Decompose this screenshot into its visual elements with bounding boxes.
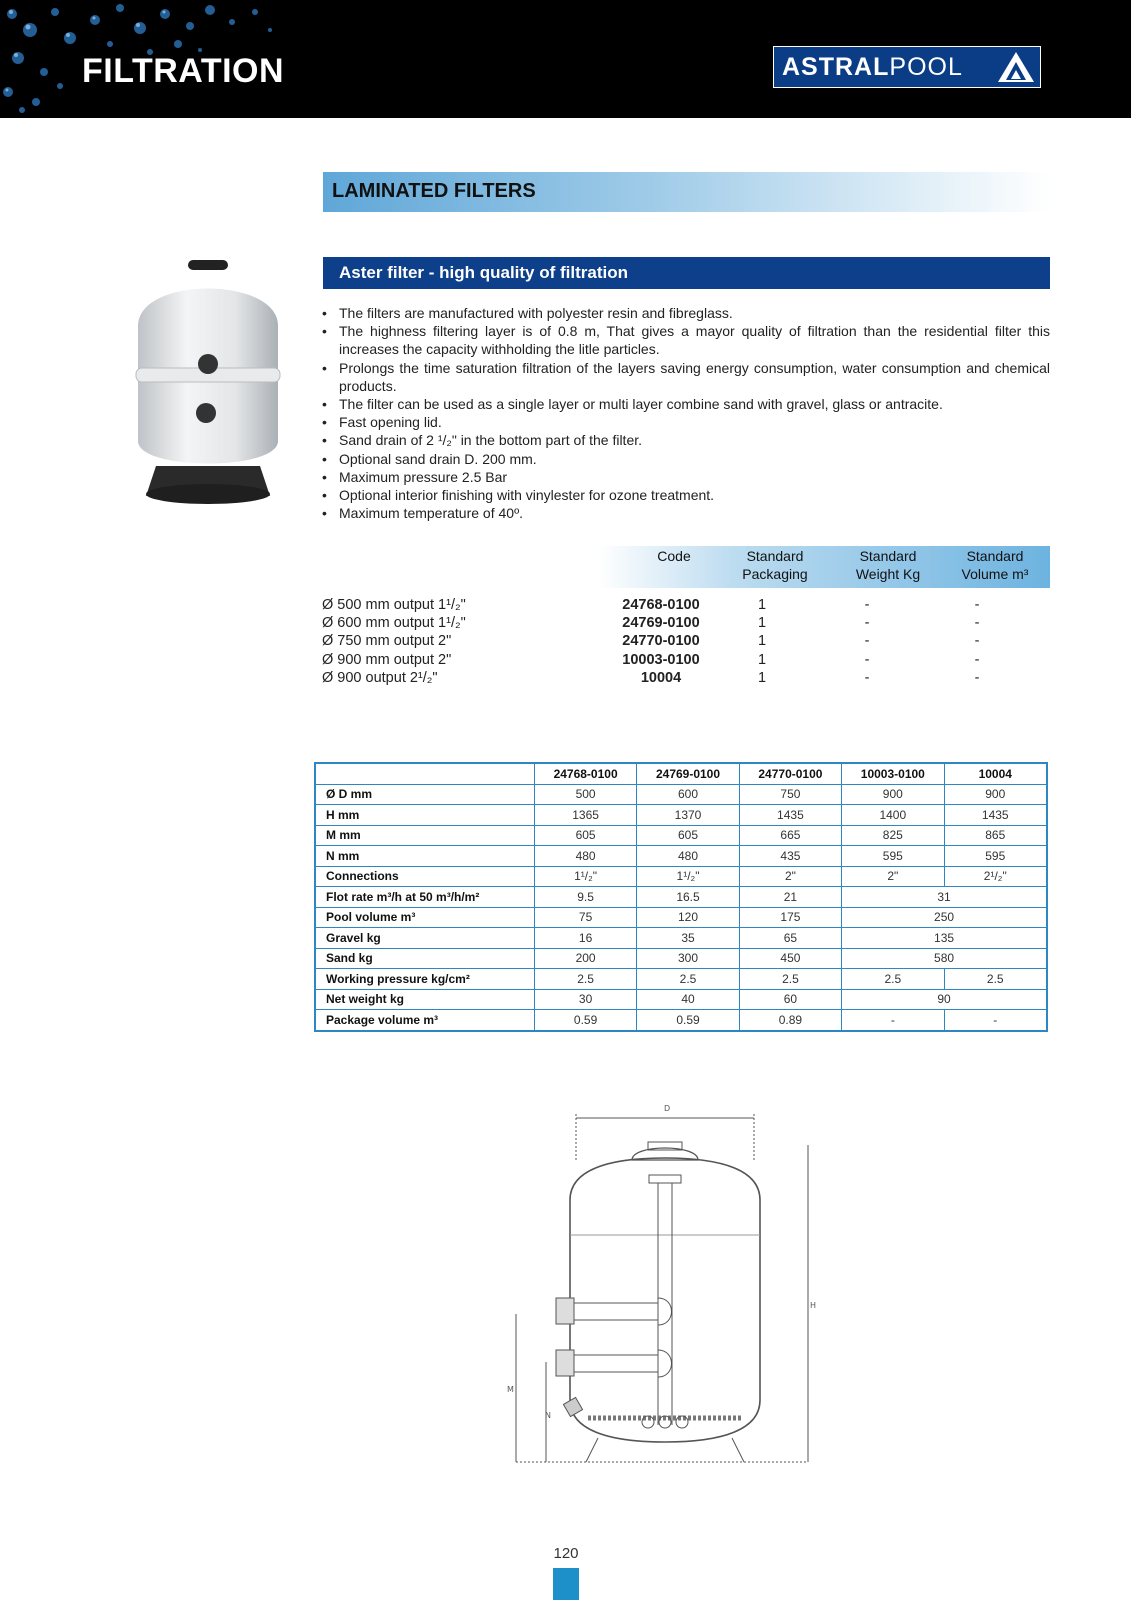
spec-column-header: 24770-0100 [739,763,841,784]
section-band [323,172,1050,212]
collector-hub [676,1416,688,1428]
spec-cell: 1435 [944,805,1047,826]
code-row [322,597,1052,615]
spec-cell: 30 [534,989,636,1010]
feature-item: • Prolongs the time saturation filtration of the layers saving energy consumption, water consumption and chemical products. [322,359,1050,395]
technical-drawing [508,1100,828,1470]
upper-connection-pipe [563,1298,672,1325]
lower-valve [556,1350,574,1376]
spec-row-label: Package volume m³ [315,1010,534,1031]
spec-cell: 1365 [534,805,636,826]
spec-cell: 300 [637,948,739,969]
code-row-weight: - [864,615,870,632]
spec-cell: 480 [637,846,739,867]
logo-triangle-icon [996,50,1036,84]
table-row [315,989,1047,1010]
spec-cell: 500 [534,784,636,805]
spec-row-label: Flot rate m³/h at 50 m³/h/m² [315,887,534,908]
spec-row-label: Net weight kg [315,989,534,1010]
code-row-code: 24768-0100 [622,597,700,613]
dimension-label-d: D [664,1104,671,1113]
spec-column-header: 24769-0100 [637,763,739,784]
code-row-packaging: 1 [757,651,767,668]
spec-column-header: 24768-0100 [534,763,636,784]
spec-cell: - [944,1010,1047,1031]
spec-cell: 0.89 [739,1010,841,1031]
spec-cell: 605 [534,825,636,846]
spec-cell: 0.59 [534,1010,636,1031]
page-header [0,0,1131,118]
table-row [315,948,1047,969]
code-row-weight: - [864,651,870,668]
spec-cell: 595 [842,846,944,867]
spec-cell: 580 [842,948,1047,969]
table-row [315,805,1047,826]
feature-item: • Maximum temperature of 40º. [322,504,1050,522]
dimension-label-m: M [507,1385,514,1394]
weight-header: Standard Weight Kg [855,548,921,582]
code-row-code: 10003-0100 [622,651,700,668]
spec-cell: 135 [842,928,1047,949]
feature-item: • The filter can be used as a single layer or multi layer combine sand with gravel, glass or antracite. [322,395,1050,413]
packaging-header: Standard Packaging [742,548,808,582]
spec-cell: 900 [842,784,944,805]
spec-table [314,762,1048,1032]
spec-cell: 35 [637,928,739,949]
code-row-weight: - [864,669,870,686]
spec-cell: 2" [842,866,944,887]
feature-item: • The filters are manufactured with polyester resin and fibreglass. [322,304,1050,322]
spec-cell: 2.5 [842,969,944,990]
spec-row-label: M mm [315,825,534,846]
table-row [315,887,1047,908]
spec-cell: 2.5 [534,969,636,990]
spec-cell: 40 [637,989,739,1010]
code-row [322,652,1052,670]
spec-cell: 65 [739,928,841,949]
code-row-code: 10004 [640,669,682,686]
feature-item: • The highness filtering layer is of 0.8 m, That gives a mayor quality of filtration than the residential filter this increases the capacity withholding the litle particles. [322,322,1050,358]
spec-row-label: Gravel kg [315,928,534,949]
code-row-volume: - [974,615,980,632]
spec-cell: 480 [534,846,636,867]
spec-cell: 90 [842,989,1047,1010]
volume-header: Standard Volume m³ [961,548,1029,582]
spec-column-header: 10003-0100 [842,763,944,784]
logo-text [782,53,963,82]
feature-list [322,304,1050,522]
spec-cell: 665 [739,825,841,846]
spec-cell: 21 [739,887,841,908]
spec-cell: 1400 [842,805,944,826]
code-row-packaging: 1 [757,633,767,650]
spec-cell: 175 [739,907,841,928]
page-title: FILTRATION [82,52,285,90]
code-row [322,633,1052,651]
spec-cell: 60 [739,989,841,1010]
spec-cell: 1370 [637,805,739,826]
spec-cell: - [842,1010,944,1031]
spec-cell: 2.5 [944,969,1047,990]
code-header: Code [657,548,691,564]
code-row-volume: - [974,669,980,686]
code-row-description: Ø 750 mm output 2" [322,633,452,650]
astralpool-logo [773,46,1041,88]
table-row [315,846,1047,867]
code-row-description: Ø 900 output 2¹/₂" [322,669,438,686]
code-row-volume: - [974,633,980,650]
spec-cell: 1¹/₂" [637,866,739,887]
code-row-packaging: 1 [757,669,767,686]
spec-row-label: Sand kg [315,948,534,969]
spec-cell: 750 [739,784,841,805]
table-row [315,784,1047,805]
spec-cell: 900 [944,784,1047,805]
code-row-weight: - [864,597,870,613]
code-row-code: 24770-0100 [622,633,700,650]
code-row-weight: - [864,633,870,650]
spec-cell: 435 [739,846,841,867]
spec-cell: 2¹/₂" [944,866,1047,887]
feature-item: • Optional sand drain D. 200 mm. [322,450,1050,468]
code-row-volume: - [974,651,980,668]
spec-cell: 1¹/₂" [534,866,636,887]
page-number: 120 [553,1545,579,1562]
spec-row-label: Ø D mm [315,784,534,805]
code-row-packaging: 1 [757,597,767,613]
feature-item: • Sand drain of 2 ¹/₂" in the bottom part of the filter. [322,431,1050,449]
code-row [322,670,1052,688]
code-table [322,597,1052,688]
spec-cell: 16.5 [637,887,739,908]
spec-row-label: Working pressure kg/cm² [315,969,534,990]
spec-cell: 1435 [739,805,841,826]
table-row [315,907,1047,928]
feature-item: • Maximum pressure 2.5 Bar [322,468,1050,486]
spec-cell: 31 [842,887,1047,908]
table-row [315,969,1047,990]
code-row-description: Ø 900 mm output 2" [322,651,452,668]
spec-row-label: Connections [315,866,534,887]
page-tab [553,1568,579,1600]
spec-header-row [315,763,1047,784]
code-row-volume: - [974,597,980,613]
spec-cell: 200 [534,948,636,969]
code-row-description: Ø 600 mm output 1¹/₂" [322,615,466,632]
logo-text-thin: POOL [889,52,963,81]
code-row-code: 24769-0100 [622,615,700,632]
spec-cell: 75 [534,907,636,928]
spec-cell: 16 [534,928,636,949]
spec-corner-cell [315,763,534,784]
table-row [315,825,1047,846]
spec-cell: 595 [944,846,1047,867]
dimension-label-n: N [545,1411,551,1420]
filter-product-photo [128,256,288,514]
spec-cell: 9.5 [534,887,636,908]
code-row-packaging: 1 [757,615,767,632]
code-row-description: Ø 500 mm output 1¹/₂" [322,597,466,613]
section-title: LAMINATED FILTERS [332,180,536,202]
spec-cell: 250 [842,907,1047,928]
spec-cell: 600 [637,784,739,805]
spec-cell: 2" [739,866,841,887]
spec-cell: 450 [739,948,841,969]
spec-cell: 120 [637,907,739,928]
spec-cell: 2.5 [637,969,739,990]
subtitle-band [323,257,1050,289]
spec-row-label: H mm [315,805,534,826]
code-row [322,615,1052,633]
spec-cell: 605 [637,825,739,846]
collector-top [649,1175,681,1183]
table-row [315,1010,1047,1031]
spec-cell: 865 [944,825,1047,846]
spec-row-label: N mm [315,846,534,867]
spec-cell: 0.59 [637,1010,739,1031]
dimension-label-h: H [810,1301,817,1310]
spec-column-header: 10004 [944,763,1047,784]
sand-drain [563,1397,582,1416]
spec-cell: 825 [842,825,944,846]
table-row [315,866,1047,887]
spec-row-label: Pool volume m³ [315,907,534,928]
feature-item: • Fast opening lid. [322,413,1050,431]
spec-cell: 2.5 [739,969,841,990]
upper-valve [556,1298,574,1324]
logo-text-bold: ASTRAL [782,52,890,81]
table-row [315,928,1047,949]
product-subtitle: Aster filter - high quality of filtration [339,263,628,282]
feature-item: • Optional interior finishing with vinylester for ozone treatment. [322,486,1050,504]
lower-connection-pipe [563,1350,672,1377]
